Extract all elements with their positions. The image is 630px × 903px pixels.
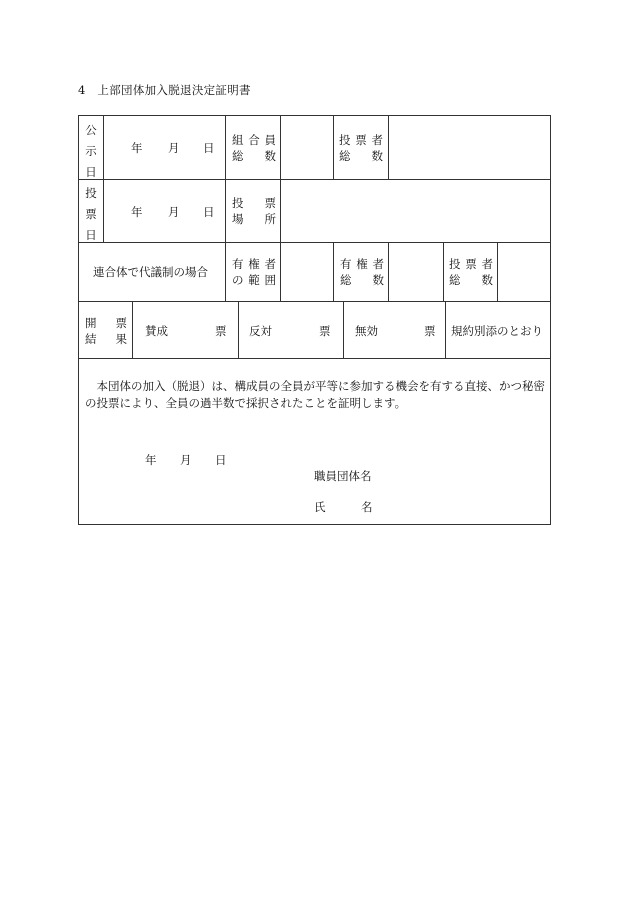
voting-day: 日 bbox=[203, 205, 215, 219]
col-divider bbox=[388, 242, 389, 301]
label-char: 総 bbox=[449, 273, 461, 287]
label-char: の bbox=[232, 273, 244, 287]
col-divider bbox=[103, 179, 104, 242]
name-label-first: 氏 bbox=[314, 500, 326, 514]
notice-month: 月 bbox=[168, 141, 180, 155]
col-divider bbox=[103, 116, 104, 179]
voting-year: 年 bbox=[131, 205, 143, 219]
row-divider bbox=[79, 358, 550, 359]
label-char: 合 bbox=[248, 133, 260, 147]
label-char: 数 bbox=[371, 149, 383, 163]
row-divider bbox=[79, 179, 550, 180]
label-char: 示 bbox=[85, 144, 97, 158]
label-char: 有 bbox=[340, 257, 352, 271]
row-divider bbox=[79, 242, 550, 243]
certification-statement: 本団体の加入（脱退）は、構成員の全員が平等に参加する機会を有する直接、かつ秘密の投票により、全員の過半数で採択されたことを証明します。 bbox=[85, 379, 545, 410]
voters-total-label-row3 bbox=[449, 256, 493, 288]
label-char: 投 bbox=[232, 196, 244, 210]
label-char: 票 bbox=[465, 257, 477, 271]
eligible-total-label bbox=[340, 256, 384, 288]
label-char: 総 bbox=[340, 273, 352, 287]
label-char: 者 bbox=[264, 257, 276, 271]
label-char: 者 bbox=[372, 257, 384, 271]
col-divider bbox=[445, 301, 446, 358]
col-divider bbox=[497, 242, 498, 301]
label-char: 票 bbox=[115, 316, 127, 330]
label-char: 総 bbox=[232, 149, 244, 163]
label-char: 果 bbox=[115, 332, 127, 346]
votes-invalid-unit: 票 bbox=[424, 324, 436, 338]
label-char: 投 bbox=[339, 133, 351, 147]
label-char: 数 bbox=[264, 149, 276, 163]
label-char: 囲 bbox=[264, 273, 276, 287]
label-char: 有 bbox=[232, 257, 244, 271]
label-char: 票 bbox=[355, 133, 367, 147]
federation-delegate-label: 連合体で代議制の場合 bbox=[93, 265, 208, 279]
voters-total-label bbox=[339, 132, 383, 164]
col-divider bbox=[343, 301, 344, 358]
bylaws-note: 規約別添のとおり bbox=[451, 324, 543, 338]
page-title: 4 上部団体加入脱退決定証明書 bbox=[78, 83, 251, 97]
label-char: 投 bbox=[85, 186, 97, 200]
label-char: 範 bbox=[248, 273, 260, 287]
votes-invalid-label: 無効 bbox=[355, 324, 378, 338]
label-char: 場 bbox=[232, 212, 244, 226]
col-divider bbox=[443, 242, 444, 301]
col-divider bbox=[238, 301, 239, 358]
label-char: 者 bbox=[371, 133, 383, 147]
label-char: 組 bbox=[232, 133, 244, 147]
name-label-second: 名 bbox=[361, 500, 373, 514]
voting-place-label bbox=[232, 195, 276, 227]
col-divider bbox=[132, 301, 133, 358]
label-char: 員 bbox=[264, 133, 276, 147]
label-char: 権 bbox=[248, 257, 260, 271]
signature-month: 月 bbox=[180, 453, 192, 467]
col-divider bbox=[280, 179, 281, 242]
label-char: 権 bbox=[356, 257, 368, 271]
col-divider bbox=[388, 116, 389, 179]
label-char: 数 bbox=[481, 273, 493, 287]
votes-against-label: 反対 bbox=[249, 324, 272, 338]
label-char: 数 bbox=[372, 273, 384, 287]
label-char: 票 bbox=[85, 207, 97, 221]
label-char: 所 bbox=[264, 212, 276, 226]
union-members-total-label bbox=[232, 132, 276, 164]
eligible-scope-label bbox=[232, 256, 276, 288]
signature-day: 日 bbox=[215, 453, 227, 467]
col-divider bbox=[225, 242, 226, 301]
votes-against-unit: 票 bbox=[319, 324, 331, 338]
label-char: 日 bbox=[85, 165, 97, 179]
org-name-label: 職員団体名 bbox=[314, 469, 372, 483]
label-char: 者 bbox=[481, 257, 493, 271]
notice-date-label bbox=[81, 120, 101, 183]
col-divider bbox=[225, 179, 226, 242]
label-char: 結 bbox=[85, 332, 97, 346]
col-divider bbox=[225, 116, 226, 179]
certificate-form bbox=[78, 115, 551, 525]
votes-for-unit: 票 bbox=[215, 324, 227, 338]
notice-year: 年 bbox=[131, 141, 143, 155]
label-char: 開 bbox=[85, 316, 97, 330]
notice-day: 日 bbox=[203, 141, 215, 155]
col-divider bbox=[333, 116, 334, 179]
label-char: 日 bbox=[85, 228, 97, 242]
label-char: 総 bbox=[339, 149, 351, 163]
signature-year: 年 bbox=[145, 453, 157, 467]
label-char: 票 bbox=[264, 196, 276, 210]
voting-month: 月 bbox=[168, 205, 180, 219]
votes-for-label: 賛成 bbox=[145, 324, 168, 338]
label-char: 公 bbox=[85, 123, 97, 137]
row-divider bbox=[79, 301, 550, 302]
voting-date-label bbox=[81, 183, 101, 246]
col-divider bbox=[280, 242, 281, 301]
label-char: 投 bbox=[449, 257, 461, 271]
col-divider bbox=[333, 242, 334, 301]
counting-result-label bbox=[85, 315, 127, 347]
col-divider bbox=[280, 116, 281, 179]
